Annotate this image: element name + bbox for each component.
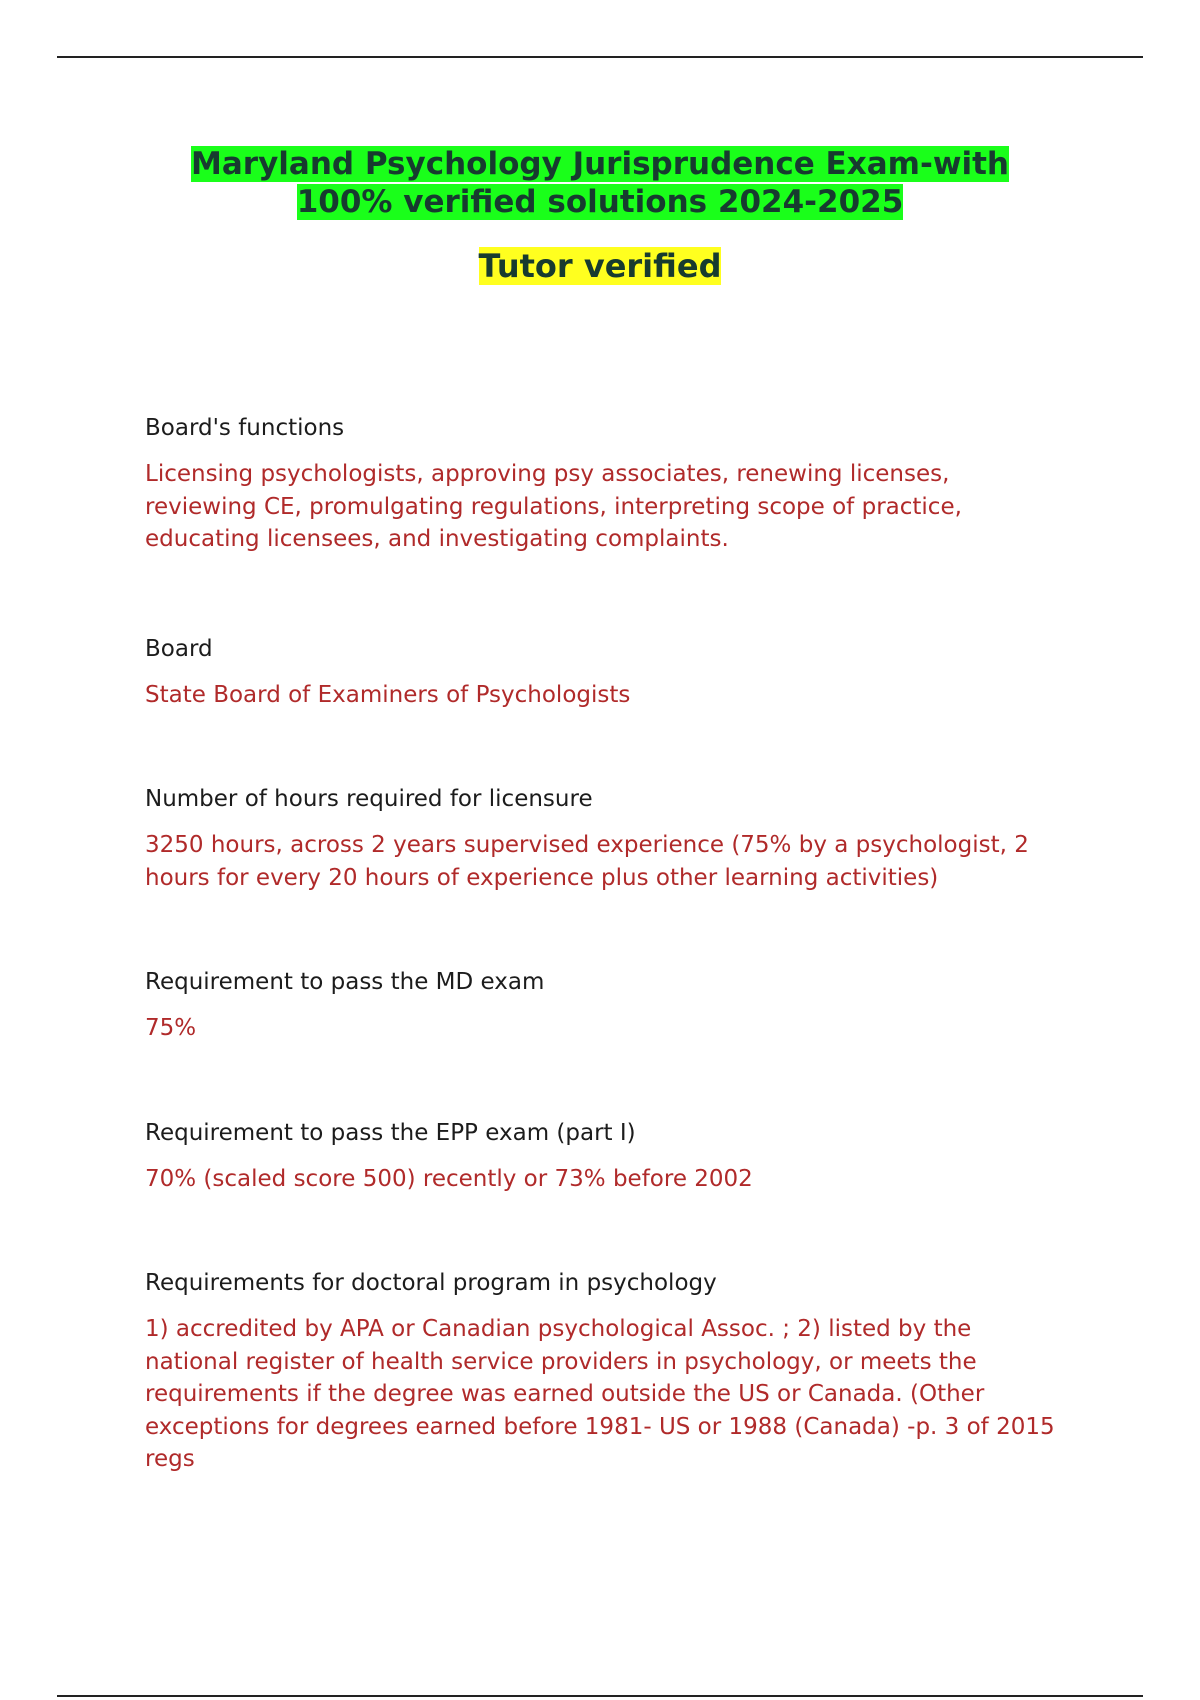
qa-item xyxy=(145,1117,1065,1196)
bottom-rule xyxy=(57,1695,1143,1697)
subtitle xyxy=(57,247,1143,285)
qa-list xyxy=(145,412,1065,1476)
question: Board xyxy=(145,635,213,662)
answer: Licensing psychologists, approving psy associates, renewing licenses, reviewing CE, promulgating regulations, interpreting scope of practice, educating licensees, and investigating complaints. xyxy=(145,461,962,552)
qa-item xyxy=(145,966,1065,1045)
qa-item xyxy=(145,412,1065,556)
answer: 3250 hours, across 2 years supervised experience (75% by a psychologist, 2 hours for every 20 hours of experience plus other learning activities) xyxy=(145,832,1029,891)
qa-item xyxy=(145,633,1065,712)
answer: State Board of Examiners of Psychologists xyxy=(145,681,631,708)
document-title xyxy=(57,145,1143,221)
question: Requirements for doctoral program in psychology xyxy=(145,1270,717,1296)
qa-item xyxy=(145,1267,1065,1476)
title-line-2: 100% verified solutions 2024-2025 xyxy=(296,184,904,220)
question: Number of hours required for licensure xyxy=(145,786,593,812)
answer: 1) accredited by APA or Canadian psychological Assoc. ; 2) listed by the national register of health service providers in psychology, or meets the requirements if the degree was earned outside the US or Canada. (Other exceptions for degrees earned before 1981- US or 1988 (Canada) -p. 3 of 2015 regs xyxy=(145,1316,1055,1472)
title-block xyxy=(57,145,1143,285)
question: Board's functions xyxy=(145,415,345,441)
top-rule xyxy=(57,56,1143,58)
answer: 70% (scaled score 500) recently or 73% before 2002 xyxy=(145,1165,753,1192)
title-line-1: Maryland Psychology Jurisprudence Exam-with xyxy=(191,146,1009,182)
question: Requirement to pass the MD exam xyxy=(145,969,545,995)
subtitle-text: Tutor verified xyxy=(478,247,722,285)
answer: 75% xyxy=(145,1015,197,1041)
question: Requirement to pass the EPP exam (part I) xyxy=(145,1119,636,1146)
qa-item xyxy=(145,783,1065,894)
